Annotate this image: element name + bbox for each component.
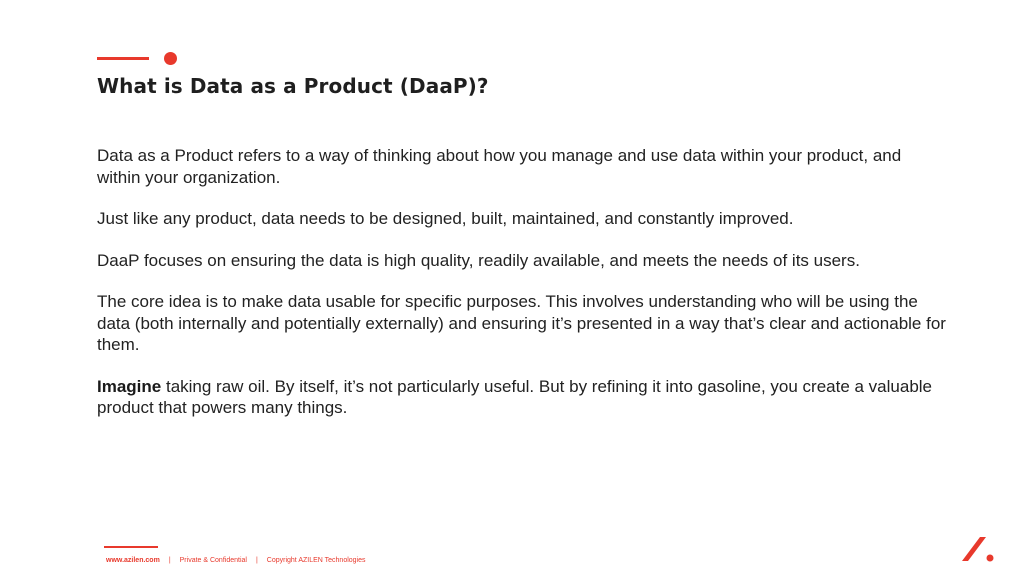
footer-separator: | [168, 557, 171, 564]
highlight-rest-text: taking raw oil. By itself, it’s not particularly useful. But by refining it into gasoline, you create a valuable product that powers many things. [97, 376, 933, 417]
paragraph-core-idea: The core idea is to make data usable for specific purposes. This involves understanding who will be using the data (both internally and potentially externally) and ensuring it’s presented in a way that’s clear and actionable for them. [97, 292, 946, 354]
paragraph-oil-example [97, 376, 947, 419]
paragraph-product-analogy: Just like any product, data needs to be designed, built, maintained, and constantly improved. [97, 209, 794, 228]
footer-copyright: Copyright AZILEN Technologies [266, 557, 366, 564]
footer-confidentiality: Private & Confidential [179, 557, 247, 564]
page-title: What is Data as a Product (DaaP)? [97, 74, 489, 98]
highlight-bold-word: Imagine [97, 376, 162, 396]
footer-accent-line [104, 546, 158, 548]
footer-website: www.azilen.com [106, 557, 160, 564]
paragraph-daap-focus: DaaP focuses on ensuring the data is high quality, readily available, and meets the needs of its users. [97, 250, 860, 270]
title-accent-dot [164, 52, 177, 65]
slide-content [97, 145, 947, 439]
footer-separator: | [255, 557, 258, 564]
title-accent-line [97, 57, 149, 60]
paragraph-definition: Data as a Product refers to a way of thinking about how you manage and use data within your product, and within your organization. [97, 146, 902, 187]
azilen-logo-icon [960, 535, 996, 563]
footer [106, 557, 366, 564]
